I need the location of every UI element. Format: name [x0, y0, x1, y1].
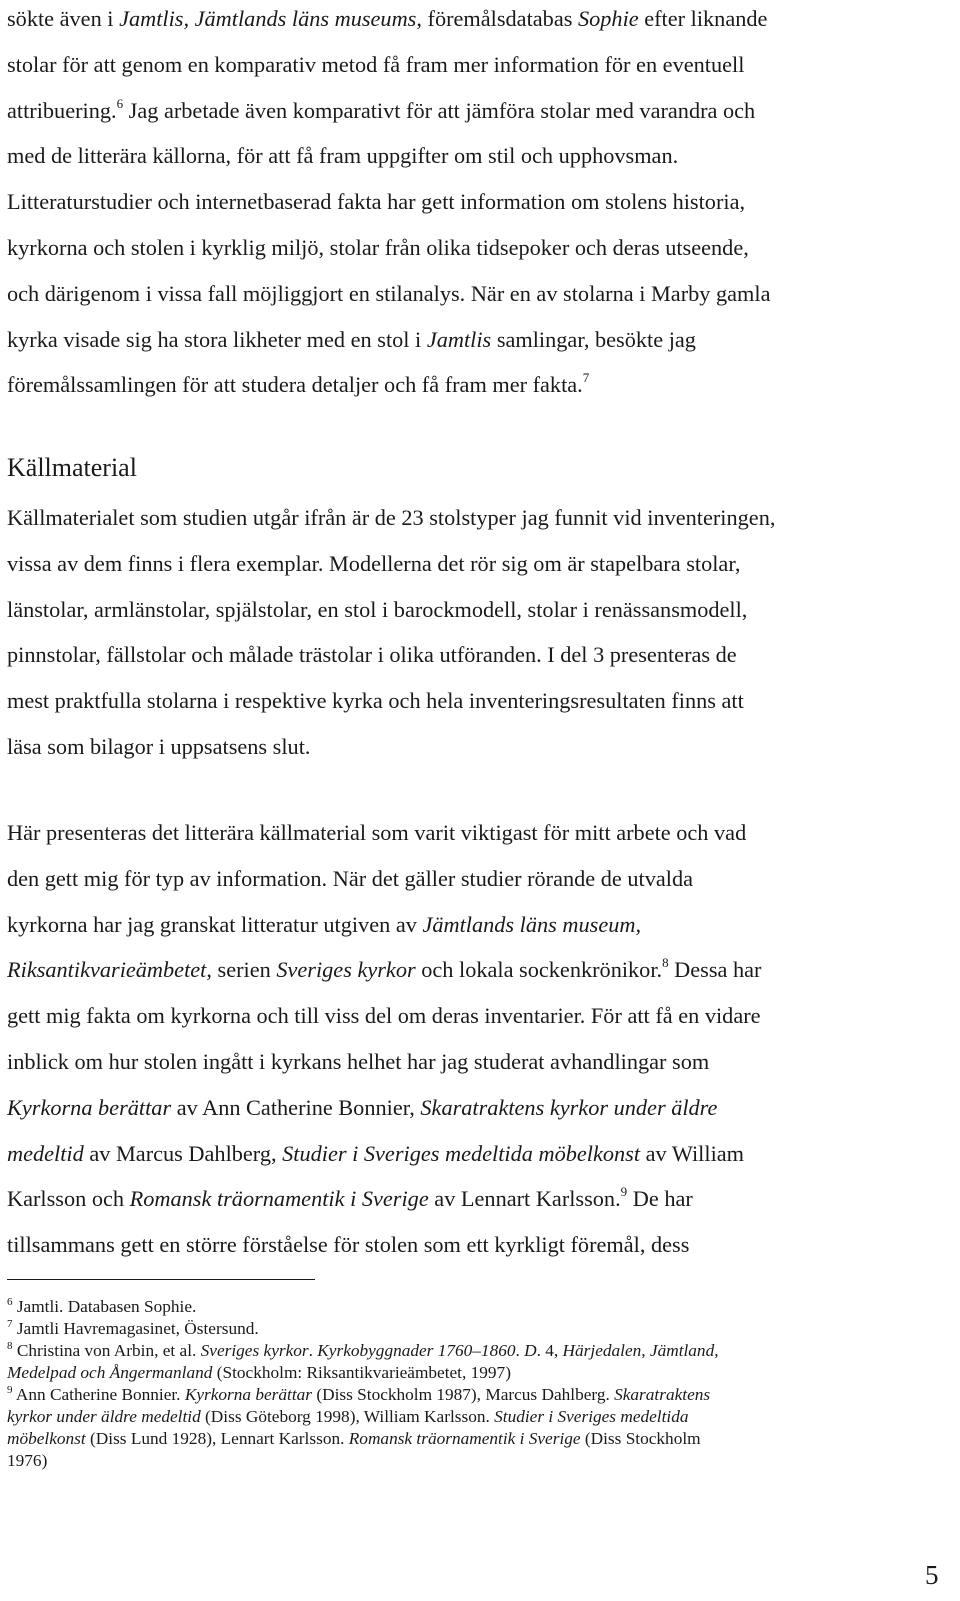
text-line	[7, 362, 957, 408]
text-line	[7, 0, 957, 42]
text-run: inblick om hur stolen ingått i kyrkans helhet har jag studerat avhandlingar som	[7, 1048, 710, 1074]
text-line	[7, 42, 957, 88]
italic-text: Skaratraktens	[614, 1385, 711, 1404]
text-run: och därigenom i vissa fall möjliggjort en stilanalys. När en av stolarna i Marby gamla	[7, 280, 771, 306]
italic-text: Kyrkobyggnader 1760–1860	[317, 1341, 516, 1360]
footnote	[7, 1340, 952, 1384]
text-run: , serien	[206, 957, 277, 983]
text-run: . 4,	[536, 1341, 563, 1360]
footnote-ref: 7	[7, 1318, 13, 1330]
italic-text: Kyrkorna berättar	[184, 1385, 313, 1404]
text-run: , föremålsdatabas	[416, 6, 578, 31]
text-line	[7, 1222, 957, 1268]
text-run: stolar för att genom en komparativ metod få fram mer information för en eventuell	[7, 51, 745, 77]
text-line	[7, 495, 957, 541]
text-line	[7, 1039, 957, 1085]
text-run: sökte även i	[7, 6, 120, 31]
text-line	[7, 317, 957, 363]
footnote-ref: 8	[7, 1340, 13, 1352]
footnote-ref: 9	[620, 1184, 628, 1200]
section-heading: Källmaterial	[7, 453, 137, 482]
italic-text: möbelkonst	[7, 1429, 86, 1448]
text-line	[7, 724, 957, 770]
text-run: av William	[640, 1140, 745, 1166]
italic-text: Jamtlis, Jämtlands läns museums	[119, 6, 417, 31]
italic-text: kyrkor under äldre medeltid	[7, 1407, 201, 1426]
footnote	[7, 1318, 952, 1340]
italic-text: Skaratraktens kyrkor under äldre	[420, 1094, 718, 1120]
italic-text: Sveriges kyrkor	[276, 957, 416, 983]
text-line	[7, 632, 957, 678]
italic-text: Medelpad och Ångermanland	[7, 1363, 213, 1382]
text-run: läsa som bilagor i uppsatsens slut.	[7, 733, 311, 759]
text-line	[7, 179, 957, 225]
text-run: den gett mig för typ av information. När det gäller studier rörande de utvalda	[7, 865, 694, 891]
text-line	[7, 1176, 957, 1222]
footnote	[7, 1296, 952, 1318]
italic-text: D	[524, 1341, 537, 1360]
text-run: Källmaterialet som studien utgår ifrån är de 23 stolstyper jag funnit vid inventeringen,	[7, 505, 776, 530]
text-line	[7, 133, 957, 179]
italic-text: Riksantikvarieämbetet	[7, 957, 207, 983]
text-run: kyrkorna och stolen i kyrklig miljö, stolar från olika tidsepoker och deras utseende,	[7, 234, 749, 260]
text-run: Christina von Arbin, et al.	[12, 1341, 201, 1360]
text-run: (Stockholm: Riksantikvarieämbetet, 1997)	[212, 1363, 511, 1382]
text-run: attribuering.	[7, 97, 117, 123]
text-run: Dessa har	[668, 957, 762, 983]
text-run: Litteraturstudier och internetbaserad fakta har gett information om stolens historia,	[7, 189, 746, 215]
text-run: Jamtli. Databasen Sophie.	[12, 1297, 197, 1316]
text-run: Karlsson och	[7, 1186, 130, 1212]
text-line	[7, 541, 957, 587]
italic-text: Jämtlands läns museum,	[422, 911, 642, 937]
italic-text: Jamtlis	[426, 326, 492, 352]
text-line	[7, 587, 957, 633]
text-run: (Diss Göteborg 1998), William Karlsson.	[200, 1407, 495, 1426]
text-run: länstolar, armlänstolar, spjälstolar, en stol i barockmodell, stolar i renässansmodell,	[7, 596, 748, 622]
text-run: med de litterära källorna, för att få fram uppgifter om stil och upphovsman.	[7, 143, 679, 169]
italic-text: Kyrkorna berättar	[7, 1094, 172, 1120]
footnotes	[7, 1296, 952, 1472]
italic-text: Romansk träornamentik i Sverige	[129, 1186, 429, 1212]
footnote-ref: 9	[7, 1384, 13, 1396]
text-run: pinnstolar, fällstolar och målade trästolar i olika utföranden. I del 3 presenteras de	[7, 642, 737, 668]
text-run: av Ann Catherine Bonnier,	[171, 1094, 421, 1120]
italic-text: Romansk träornamentik i Sverige	[348, 1429, 581, 1448]
text-line	[7, 856, 957, 902]
text-run: tillsammans gett en större förståelse för stolen som ett kyrkligt föremål, dess	[7, 1232, 690, 1258]
text-line	[7, 678, 957, 724]
text-run: (Diss Stockholm 1987), Marcus Dahlberg.	[312, 1385, 615, 1404]
text-line	[7, 271, 957, 317]
text-line	[7, 993, 957, 1039]
footnote-ref: 7	[582, 370, 590, 386]
text-line	[7, 902, 957, 948]
text-run: .	[515, 1341, 525, 1360]
text-run: De har	[627, 1186, 693, 1212]
text-run: efter liknande	[638, 6, 768, 31]
text-run: .	[308, 1341, 318, 1360]
body-paragraph-2	[7, 495, 957, 770]
text-line	[7, 225, 957, 271]
footnote	[7, 1384, 952, 1472]
text-line	[7, 1085, 957, 1131]
text-run: samlingar, besökte jag	[491, 326, 696, 352]
footnote-ref: 8	[662, 955, 669, 971]
footnote-separator	[7, 1279, 315, 1280]
footnote-ref: 6	[7, 1296, 13, 1308]
footnote-ref: 6	[116, 95, 124, 111]
text-run: Jamtli Havremagasinet, Östersund.	[12, 1319, 259, 1338]
text-run: Jag arbetade även komparativt för att jämföra stolar med varandra och	[123, 97, 756, 123]
text-run: (Diss Lund 1928), Lennart Karlsson.	[85, 1429, 349, 1448]
text-run: av Lennart Karlsson.	[428, 1186, 621, 1212]
text-run: av Marcus Dahlberg,	[83, 1140, 283, 1166]
italic-text: Sophie	[577, 6, 639, 31]
body-paragraph-1	[7, 0, 957, 408]
text-run: mest praktfulla stolarna i respektive kyrka och hela inventeringsresultaten finns att	[7, 688, 744, 714]
italic-text: Studier i Sveriges medeltida	[494, 1407, 689, 1426]
italic-text: Härjedalen, Jämtland,	[562, 1341, 719, 1360]
italic-text: Sveriges kyrkor	[200, 1341, 309, 1360]
text-run: vissa av dem finns i flera exemplar. Modellerna det rör sig om är stapelbara stolar,	[7, 550, 741, 576]
italic-text: Studier i Sveriges medeltida möbelkonst	[282, 1140, 641, 1166]
text-run: och lokala sockenkrönikor.	[415, 957, 663, 983]
text-run: Här presenteras det litterära källmaterial som varit viktigast för mitt arbete och vad	[7, 820, 747, 845]
text-run: kyrkorna har jag granskat litteratur utgiven av	[7, 911, 423, 937]
text-run: (Diss Stockholm	[580, 1429, 701, 1448]
text-run: Ann Catherine Bonnier.	[12, 1385, 185, 1404]
text-run: gett mig fakta om kyrkorna och till viss del om deras inventarier. För att få en vidare	[7, 1003, 761, 1029]
text-run: 1976)	[7, 1451, 48, 1470]
page-number: 5	[925, 1560, 939, 1590]
body-paragraph-3	[7, 810, 957, 1268]
text-line	[7, 947, 957, 993]
text-run: föremålssamlingen för att studera detaljer och få fram mer fakta.	[7, 372, 583, 398]
italic-text: medeltid	[7, 1140, 84, 1166]
text-line	[7, 1131, 957, 1177]
text-run: kyrka visade sig ha stora likheter med en stol i	[7, 326, 427, 352]
text-line	[7, 810, 957, 856]
text-line	[7, 88, 957, 134]
